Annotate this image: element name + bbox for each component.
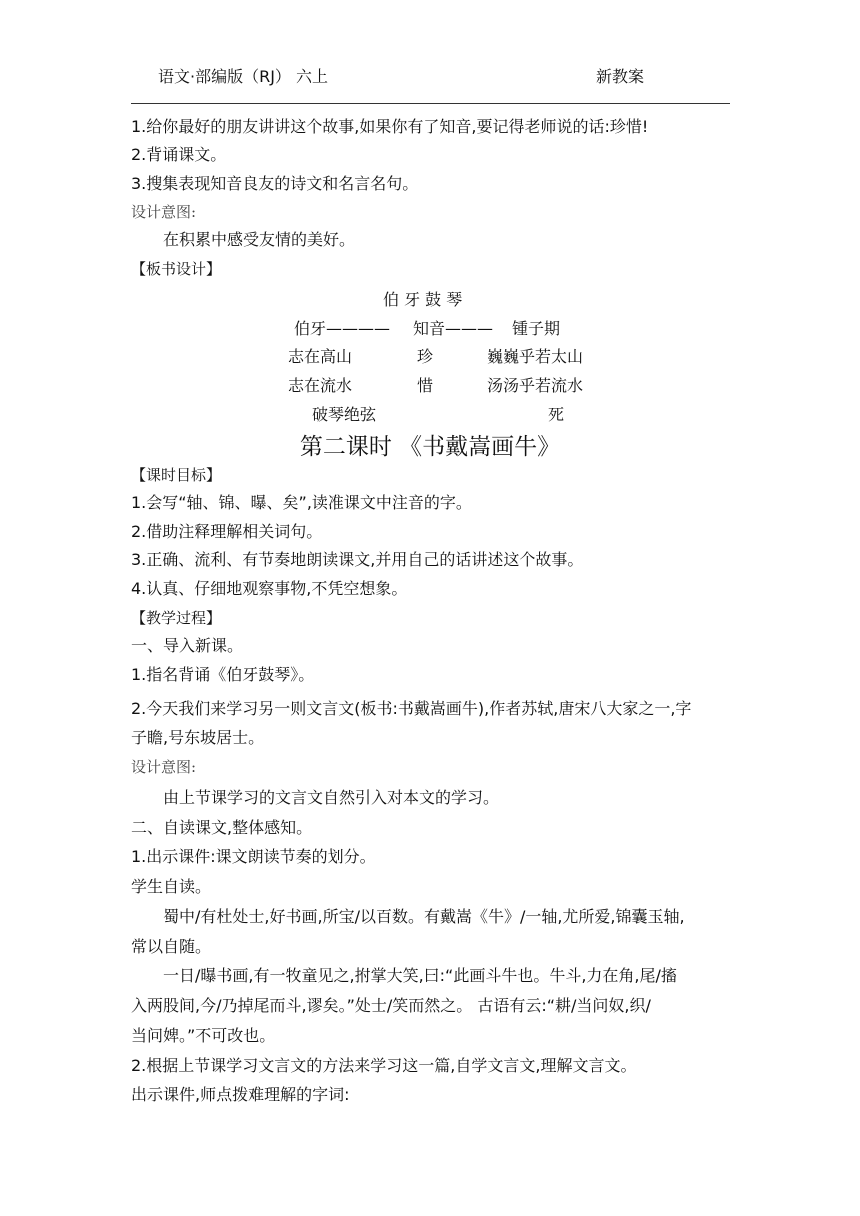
section-1-item-2-cont: 子瞻,号东坡居士。 bbox=[131, 728, 265, 747]
homework-item-2: 2.背诵课文。 bbox=[131, 145, 227, 164]
student-read: 学生自读。 bbox=[131, 877, 212, 896]
section-2-item-1: 1.出示课件:课文朗读节奏的划分。 bbox=[131, 847, 376, 866]
board-xi: 惜 bbox=[417, 376, 434, 395]
text-line-2: 常以自随。 bbox=[131, 937, 212, 956]
design-intent-text-2: 由上节课学习的文言文自然引入对本文的学习。 bbox=[163, 788, 500, 807]
lesson-title: 第二课时 《书戴嵩画牛》 bbox=[299, 434, 561, 460]
design-intent-text: 在积累中感受友情的美好。 bbox=[163, 230, 356, 249]
header-subject: 语文·部编版（RJ） 六上 bbox=[158, 67, 329, 86]
board-zhong-ziqi: 锺子期 bbox=[512, 319, 561, 338]
design-intent-label: 设计意图: bbox=[131, 203, 197, 221]
section-2-item-2: 2.根据上节课学习文言文的方法来学习这一篇,自学文言文,理解文言文。 bbox=[131, 1056, 637, 1075]
board-zhi-liushui: 志在流水 bbox=[288, 376, 353, 395]
section-1-heading: 一、导入新课。 bbox=[131, 636, 244, 655]
homework-item-1: 1.给你最好的朋友讲讲这个故事,如果你有了知音,要记得老师说的话:珍惜! bbox=[131, 117, 649, 136]
section-1-item-1: 1.指名背诵《伯牙鼓琴》。 bbox=[131, 665, 315, 684]
board-shangshang: 汤汤乎若流水 bbox=[487, 376, 584, 395]
board-zhi-yin: 知音——— bbox=[413, 319, 494, 338]
objective-1: 1.会写“轴、锦、曝、矣”,读准课文中注音的字。 bbox=[131, 493, 472, 512]
section-1-item-2: 2.今天我们来学习另一则文言文(板书:书戴嵩画牛),作者苏轼,唐宋八大家之一,字 bbox=[131, 699, 692, 718]
board-bo-ya: 伯牙———— bbox=[294, 319, 391, 338]
board-zhi-gaoshan: 志在高山 bbox=[288, 347, 353, 366]
board-po-qin: 破琴绝弦 bbox=[312, 405, 377, 424]
text-line-4: 入两股间,今/乃掉尾而斗,谬矣。”处士/笑而然之。 古语有云:“耕/当问奴,织/ bbox=[131, 996, 651, 1015]
objective-2: 2.借助注释理解相关词句。 bbox=[131, 522, 323, 541]
header-divider bbox=[131, 103, 730, 104]
board-zhen: 珍 bbox=[417, 347, 434, 366]
design-intent-label-2: 设计意图: bbox=[131, 758, 197, 776]
text-line-1: 蜀中/有杜处士,好书画,所宝/以百数。有戴嵩《牛》/一轴,尤所爱,锦囊玉轴, bbox=[163, 907, 685, 926]
board-weiwei: 巍巍乎若太山 bbox=[487, 347, 584, 366]
objective-4: 4.认真、仔细地观察事物,不凭空想象。 bbox=[131, 579, 408, 598]
text-line-5: 当问婢。”不可改也。 bbox=[131, 1026, 276, 1045]
objectives-heading: 【课时目标】 bbox=[131, 466, 222, 484]
board-design-heading: 【板书设计】 bbox=[131, 260, 222, 278]
courseware-note: 出示课件,师点拨难理解的字词: bbox=[131, 1085, 350, 1104]
process-heading: 【教学过程】 bbox=[131, 609, 222, 627]
homework-item-3: 3.搜集表现知音良友的诗文和名言名句。 bbox=[131, 174, 419, 193]
board-si: 死 bbox=[548, 405, 565, 424]
objective-3: 3.正确、流利、有节奏地朗读课文,并用自己的话讲述这个故事。 bbox=[131, 550, 584, 569]
section-2-heading: 二、自读课文,整体感知。 bbox=[131, 818, 313, 837]
board-title: 伯 牙 鼓 琴 bbox=[383, 290, 463, 309]
header-series: 新教案 bbox=[596, 67, 645, 86]
text-line-3: 一日/曝书画,有一牧童见之,拊掌大笑,曰:“此画斗牛也。牛斗,力在角,尾/搐 bbox=[163, 966, 677, 985]
